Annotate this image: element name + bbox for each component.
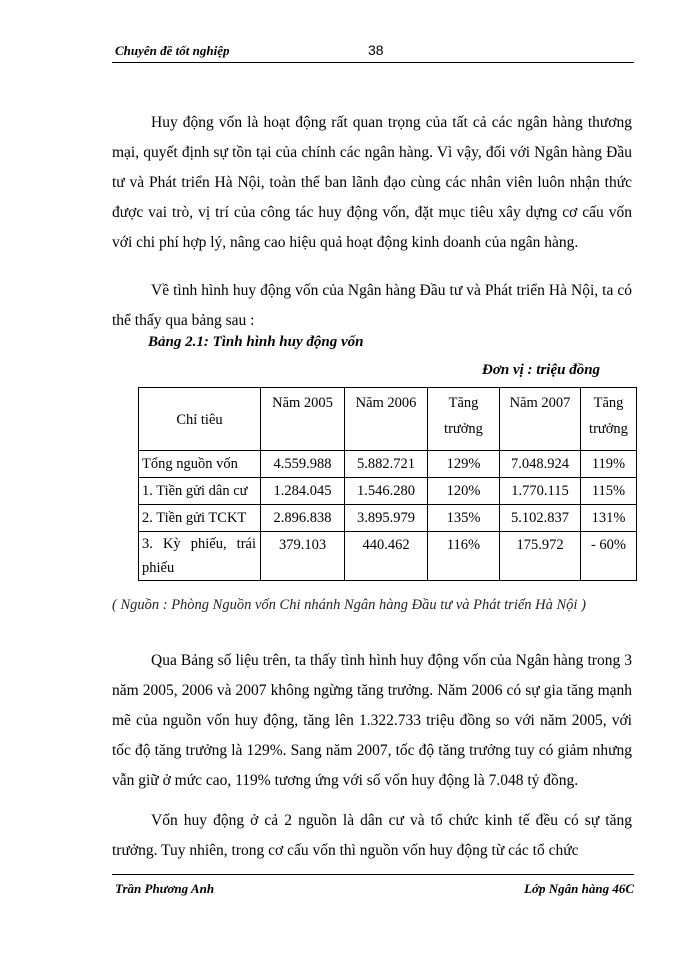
document-title: Chuyên đề tốt nghiệp bbox=[115, 43, 230, 58]
row-label: 2. Tiền gửi TCKT bbox=[139, 505, 261, 532]
paragraph-structure: Vốn huy động ở cả 2 nguồn là dân cư và tổ chức kinh tế đều có sự tăng trưởng. Tuy nhiên, trong cơ cấu vốn thì nguồn vốn huy động từ các tổ chức bbox=[112, 812, 632, 859]
paragraph-analysis: Qua Bảng số liệu trên, ta thấy tình hình huy động vốn của Ngân hàng trong 3 năm 2005, 2006 và 2007 không ngừng tăng trưởng. Năm 2006 có sự gia tăng mạnh mẽ của nguồn vốn huy động, tăng lên 1.322.733 triệu đồng so với năm 2005, với tốc độ tăng trưởng là 129%. Sang năm 2007, tốc độ tăng trưởng tuy có giảm nhưng vẫn giữ ở mức cao, 119% tương ứng với số vốn huy động là 7.048 tỷ đồng. bbox=[112, 652, 632, 789]
table-caption: Bảng 2.1: Tình hình huy động vốn bbox=[148, 334, 364, 350]
cell-value: 1.284.045 bbox=[261, 478, 345, 505]
author-name: Trần Phương Anh bbox=[115, 881, 215, 896]
cell-value: 175.972 bbox=[500, 532, 581, 581]
table-row bbox=[139, 478, 637, 505]
page-number: 38 bbox=[368, 42, 384, 58]
table-row bbox=[139, 532, 637, 581]
row-label: 3. Kỳ phiếu, trái phiếu bbox=[139, 532, 261, 581]
cell-value: 2.896.838 bbox=[261, 505, 345, 532]
page-footer bbox=[112, 874, 634, 897]
header-year-2006: Năm 2006 bbox=[345, 388, 428, 451]
header-year-2007: Năm 2007 bbox=[500, 388, 581, 451]
cell-value: 116% bbox=[428, 532, 500, 581]
cell-value: 1.770.115 bbox=[500, 478, 581, 505]
table-header-row bbox=[139, 388, 637, 451]
cell-value: 119% bbox=[581, 451, 637, 478]
cell-value: 135% bbox=[428, 505, 500, 532]
class-name: Lớp Ngân hàng 46C bbox=[524, 881, 634, 896]
header-growth-2007: Tăng trưởng bbox=[581, 388, 637, 451]
page-header bbox=[112, 40, 634, 63]
cell-value: 7.048.924 bbox=[500, 451, 581, 478]
cell-value: - 60% bbox=[581, 532, 637, 581]
table-row bbox=[139, 505, 637, 532]
capital-mobilization-table bbox=[138, 387, 637, 581]
table-unit: Đơn vị : triệu đồng bbox=[482, 362, 601, 378]
header-indicator: Chỉ tiêu bbox=[139, 388, 261, 451]
cell-value: 3.895.979 bbox=[345, 505, 428, 532]
table-row bbox=[139, 451, 637, 478]
cell-value: 129% bbox=[428, 451, 500, 478]
header-growth-2006: Tăng trưởng bbox=[428, 388, 500, 451]
paragraph-intro: Huy động vốn là hoạt động rất quan trọng của tất cả các ngân hàng thương mại, quyết định sự tồn tại của chính các ngân hàng. Vì vậy, đối với Ngân hàng Đầu tư và Phát triển Hà Nội, toàn thể ban lãnh đạo cùng các nhân viên luôn nhận thức được vai trò, vị trí của công tác huy động vốn, đặt mục tiêu xây dựng cơ cấu vốn với chi phí hợp lý, nâng cao hiệu quả hoạt động kinh doanh của ngân hàng. bbox=[112, 114, 632, 251]
header-year-2005: Năm 2005 bbox=[261, 388, 345, 451]
row-label: 1. Tiền gửi dân cư bbox=[139, 478, 261, 505]
table-source-note: ( Nguồn : Phòng Nguồn vốn Chi nhánh Ngân hàng Đầu tư và Phát triển Hà Nội ) bbox=[112, 597, 586, 613]
cell-value: 5.102.837 bbox=[500, 505, 581, 532]
cell-value: 4.559.988 bbox=[261, 451, 345, 478]
paragraph-table-lead: Về tình hình huy động vốn của Ngân hàng Đầu tư và Phát triển Hà Nội, ta có thể thấy qua bảng sau : bbox=[112, 282, 632, 329]
cell-value: 131% bbox=[581, 505, 637, 532]
cell-value: 5.882.721 bbox=[345, 451, 428, 478]
cell-value: 440.462 bbox=[345, 532, 428, 581]
cell-value: 379.103 bbox=[261, 532, 345, 581]
cell-value: 1.546.280 bbox=[345, 478, 428, 505]
cell-value: 120% bbox=[428, 478, 500, 505]
cell-value: 115% bbox=[581, 478, 637, 505]
row-label: Tổng nguồn vốn bbox=[139, 451, 261, 478]
